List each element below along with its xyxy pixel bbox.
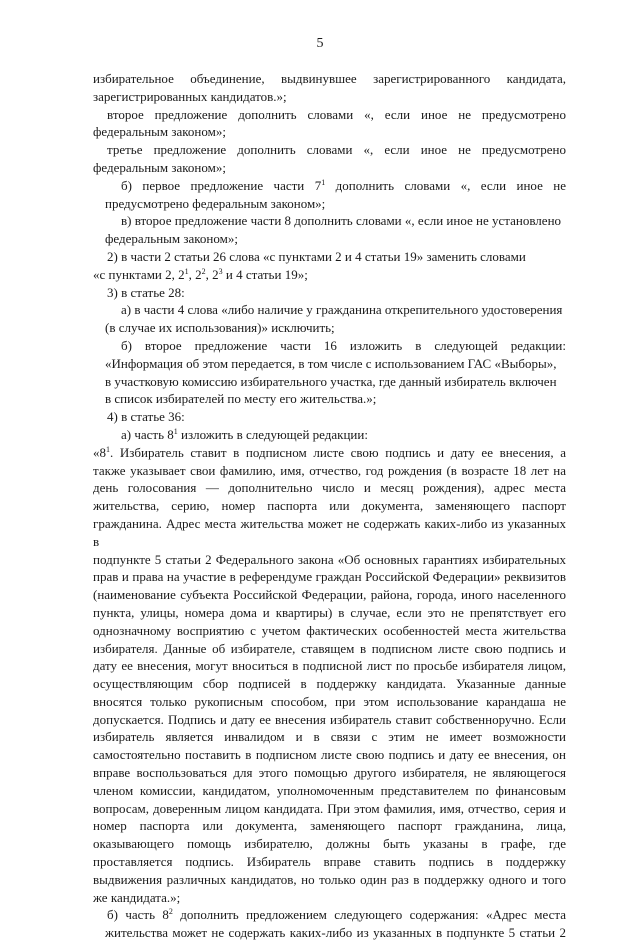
- text-line: вносятся только рукописным способом, при этом использование карандаша не: [93, 693, 566, 709]
- page-number: 5: [316, 36, 324, 51]
- text-line: прав и права на участие в референдуме граждан Российской Федерации» реквизитов: [93, 569, 566, 585]
- superscript: 1: [106, 444, 110, 454]
- text-line: [93, 266, 566, 284]
- text-line: вправе воспользоваться для этого помощью другого избирателя, не являющегося: [93, 765, 566, 781]
- text-fragment: , 2: [188, 266, 202, 282]
- text-line: проставляется подпись. Избиратель вправе ставить подпись в поддержку: [93, 854, 566, 870]
- text-fragment: б) первое предложение части 7: [121, 177, 322, 193]
- text-fragment: дополнить словами «, если иное не: [325, 177, 567, 193]
- text-line: однозначному восприятию с учетом фактических особенностей места жительства: [93, 622, 566, 638]
- text-line: подпункте 5 статьи 2 Федерального закона «Об основных гарантиях избирательных: [93, 551, 566, 567]
- text-line: жительства может не содержать каких-либо из указанных в подпункте 5 статьи 2: [105, 925, 566, 941]
- text-line: зарегистрированных кандидатов.»;: [93, 88, 287, 104]
- text-fragment: , 2: [205, 266, 219, 282]
- text-line: (в случае их использования)» исключить;: [105, 320, 335, 336]
- text-line: избирательное объединение, выдвинувшее зарегистрированного кандидата,: [93, 71, 566, 86]
- text-line: федеральным законом»;: [93, 159, 226, 175]
- text-line: б) второе предложение части 16 изложить в следующей редакции:: [121, 337, 566, 353]
- text-fragment: дополнить предложением следующего содержания: «Адрес места: [172, 907, 567, 923]
- text-fragment: б) часть 8: [107, 907, 169, 923]
- text-line: [93, 177, 566, 195]
- text-fragment: а) часть 8: [121, 426, 174, 442]
- document-body: [93, 70, 566, 942]
- text-line: избирателя. Данные об избирателе, ставящем в подписном листе свою подпись и: [93, 640, 566, 656]
- text-line: федеральным законом»;: [105, 231, 238, 247]
- text-line: 4) в статье 36:: [107, 409, 185, 425]
- text-line: пункта, улицы, номера дома и квартиры) в случае, если это не препятствует его: [93, 604, 566, 620]
- text-line: дату ее внесения, могут вноситься в подписной лист по просьбе избирателя лицом,: [93, 658, 566, 674]
- text-line: [93, 906, 566, 924]
- superscript: 2: [201, 266, 206, 276]
- text-line: а) в части 4 слова «либо наличие у гражданина открепительного удостоверения: [121, 302, 563, 318]
- text-line: 2) в части 2 статьи 26 слова «с пунктами 2 и 4 статьи 19» заменить словами: [107, 248, 526, 264]
- text-line: самостоятельно поставить в подписном листе свою подпись и дату ее внесения, он: [93, 747, 566, 763]
- text-line: 3) в статье 28:: [107, 284, 185, 300]
- text-line: допускается. Подпись и дату ее внесения избиратель ставит собственноручно. Если: [93, 711, 566, 727]
- text-line: осуществляющим сбор подписей в поддержку кандидата. Указанные данные: [93, 676, 566, 692]
- text-line: же кандидата.»;: [93, 889, 181, 905]
- text-line: членом комиссии, кандидатом, уполномоченным представителем по финансовым: [93, 782, 566, 798]
- text-line: оказывающего помощь избирателю, должны быть указаны в графе, где: [93, 836, 566, 852]
- text-line: избиратель является инвалидом и в связи с этим не имеет возможности: [93, 729, 566, 745]
- superscript: 1: [184, 266, 189, 276]
- text-line: жительства, серию, номер паспорта или документа, заменяющего паспорт: [93, 498, 566, 514]
- text-line: гражданина. Адрес места жительства может не содержать каких-либо из указанных в: [93, 515, 566, 549]
- text-fragment: «8: [93, 444, 106, 460]
- text-line: номер паспорта или документа, заменяющего паспорт гражданина, лица,: [93, 818, 566, 834]
- text-line: федеральным законом»;: [93, 124, 226, 140]
- text-line: в список избирателей по месту его жительства.»;: [105, 391, 377, 407]
- superscript: 1: [321, 177, 326, 187]
- text-line: вопросам, доверенным лицом кандидата. При этом фамилия, имя, отчество, серия и: [93, 800, 566, 816]
- superscript: 2: [168, 907, 173, 917]
- superscript: 1: [173, 426, 178, 436]
- text-fragment: . Избиратель ставит в подписном листе свою подпись и дату ее внесения, а: [110, 444, 566, 460]
- text-line: (наименование субъекта Российской Федерации, района, города, иного населенного: [93, 587, 566, 603]
- text-fragment: «с пунктами 2, 2: [93, 266, 185, 282]
- text-fragment: изложить в следующей редакции:: [177, 426, 368, 442]
- text-line: выдвижения различных кандидатов, но только один раз в поддержку одного и того: [93, 871, 566, 887]
- text-line: в) второе предложение части 8 дополнить словами «, если иное не установлено: [121, 213, 562, 229]
- text-line: день голосования — дополнительно число и месяц рождения), адрес места: [93, 480, 566, 496]
- text-line: [93, 426, 566, 444]
- text-line: [93, 444, 566, 462]
- text-line: в участковую комиссию избирательного участка, где данный избиратель включен: [105, 373, 557, 389]
- text-line: третье предложение дополнить словами «, если иное не предусмотрено: [107, 142, 566, 158]
- text-line: «Информация об этом передается, в том числе с использованием ГАС «Выборы»,: [105, 355, 557, 371]
- text-fragment: и 4 статьи 19»;: [222, 266, 308, 282]
- text-line: второе предложение дополнить словами «, если иное не предусмотрено: [107, 106, 566, 122]
- superscript: 3: [218, 266, 223, 276]
- text-line: также указывает свои фамилию, имя, отчество, год рождения (в возрасте 18 лет на: [93, 462, 566, 478]
- text-line: предусмотрено федеральным законом»;: [105, 195, 326, 211]
